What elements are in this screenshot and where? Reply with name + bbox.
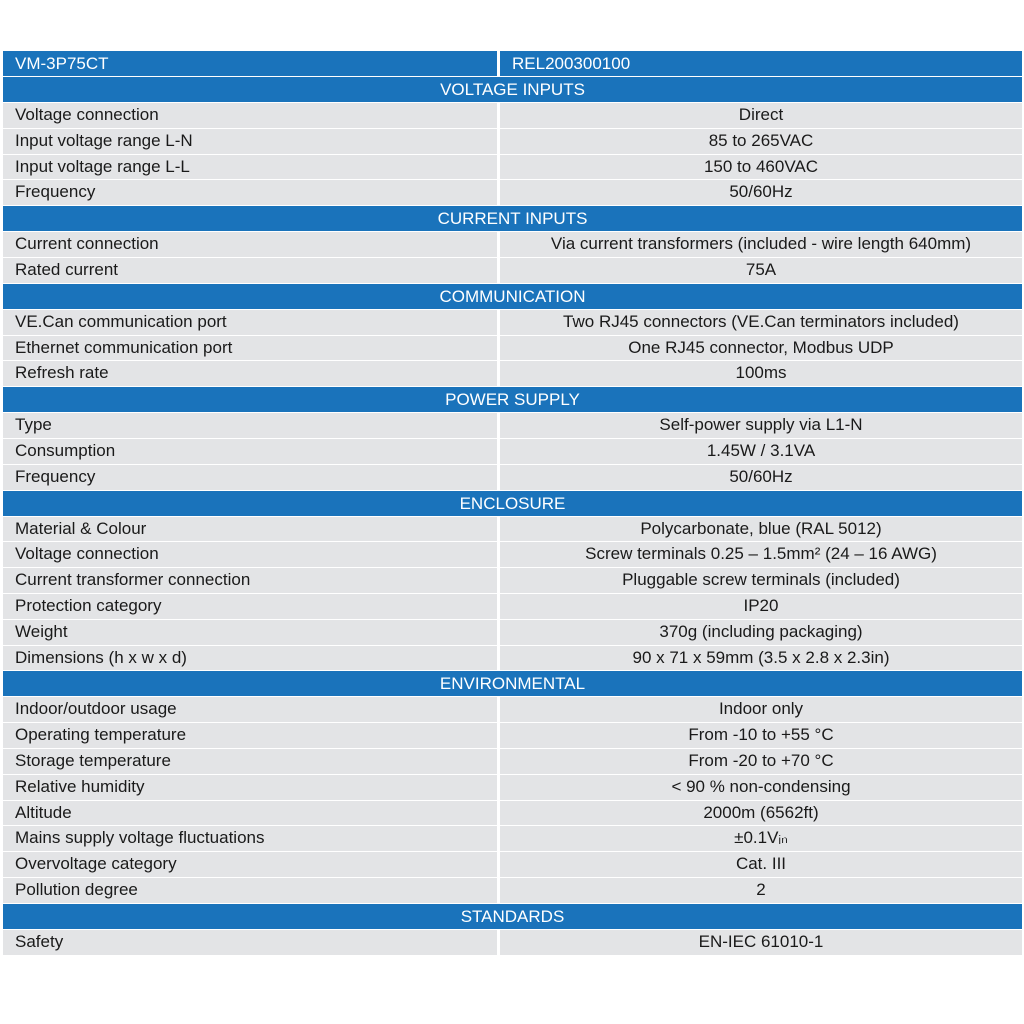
spec-label: VE.Can communication port — [3, 310, 497, 335]
spec-row — [3, 594, 1022, 619]
spec-value: Two RJ45 connectors (VE.Can terminators included) — [500, 310, 1022, 335]
spec-row — [3, 826, 1022, 851]
section-title: STANDARDS — [3, 904, 1022, 929]
spec-label: Refresh rate — [3, 361, 497, 386]
section-title: ENCLOSURE — [3, 491, 1022, 516]
spec-value: 90 x 71 x 59mm (3.5 x 2.8 x 2.3in) — [500, 646, 1022, 671]
spec-value: One RJ45 connector, Modbus UDP — [500, 336, 1022, 361]
spec-label: Overvoltage category — [3, 852, 497, 877]
spec-label: Weight — [3, 620, 497, 645]
spec-value: 2 — [500, 878, 1022, 903]
spec-label: Consumption — [3, 439, 497, 464]
spec-label: Safety — [3, 930, 497, 955]
spec-row — [3, 930, 1022, 955]
spec-value: < 90 % non-condensing — [500, 775, 1022, 800]
spec-label: Operating temperature — [3, 723, 497, 748]
spec-label: Relative humidity — [3, 775, 497, 800]
spec-value: 50/60Hz — [500, 180, 1022, 205]
spec-label: Voltage connection — [3, 542, 497, 567]
part-number: REL200300100 — [512, 54, 631, 73]
spec-value: IP20 — [500, 594, 1022, 619]
section-title: VOLTAGE INPUTS — [3, 77, 1022, 102]
section-title: COMMUNICATION — [3, 284, 1022, 309]
spec-label: Current transformer connection — [3, 568, 497, 593]
spec-row — [3, 180, 1022, 205]
spec-label: Frequency — [3, 180, 497, 205]
spec-label: Protection category — [3, 594, 497, 619]
spec-row — [3, 697, 1022, 722]
spec-row — [3, 646, 1022, 671]
spec-row — [3, 852, 1022, 877]
spec-label: Dimensions (h x w x d) — [3, 646, 497, 671]
spec-row — [3, 801, 1022, 826]
spec-row — [3, 258, 1022, 283]
spec-row — [3, 232, 1022, 257]
spec-row — [3, 155, 1022, 180]
spec-label: Altitude — [3, 801, 497, 826]
spec-label: Input voltage range L-N — [3, 129, 497, 154]
spec-value: 2000m (6562ft) — [500, 801, 1022, 826]
spec-row — [3, 749, 1022, 774]
spec-row — [3, 310, 1022, 335]
spec-value: Screw terminals 0.25 – 1.5mm² (24 – 16 AWG) — [500, 542, 1022, 567]
spec-value: 150 to 460VAC — [500, 155, 1022, 180]
spec-label: Ethernet communication port — [3, 336, 497, 361]
spec-label: Mains supply voltage fluctuations — [3, 826, 497, 851]
spec-row — [3, 413, 1022, 438]
spec-row — [3, 620, 1022, 645]
spec-value: Via current transformers (included - wire length 640mm) — [500, 232, 1022, 257]
spec-label: Pollution degree — [3, 878, 497, 903]
spec-row — [3, 103, 1022, 128]
spec-value: From -20 to +70 °C — [500, 749, 1022, 774]
spec-row — [3, 517, 1022, 542]
spec-label: Type — [3, 413, 497, 438]
spec-value: Direct — [500, 103, 1022, 128]
spec-value: 100ms — [500, 361, 1022, 386]
spec-row — [3, 568, 1022, 593]
spec-value: 85 to 265VAC — [500, 129, 1022, 154]
spec-label: Material & Colour — [3, 517, 497, 542]
spec-label: Rated current — [3, 258, 497, 283]
spec-row — [3, 361, 1022, 386]
spec-label: Input voltage range L-L — [3, 155, 497, 180]
spec-value: Cat. III — [500, 852, 1022, 877]
spec-value: ±0.1Vᵢₙ — [500, 826, 1022, 851]
spec-value: Self-power supply via L1-N — [500, 413, 1022, 438]
spec-row — [3, 129, 1022, 154]
spec-value: Polycarbonate, blue (RAL 5012) — [500, 517, 1022, 542]
spec-row — [3, 542, 1022, 567]
spec-value: Indoor only — [500, 697, 1022, 722]
spec-value: 50/60Hz — [500, 465, 1022, 490]
spec-label: Storage temperature — [3, 749, 497, 774]
spec-value: 370g (including packaging) — [500, 620, 1022, 645]
section-title: ENVIRONMENTAL — [3, 671, 1022, 696]
spec-row — [3, 465, 1022, 490]
spec-label: Current connection — [3, 232, 497, 257]
spec-row — [3, 336, 1022, 361]
model-name: VM-3P75CT — [15, 54, 109, 73]
spec-value: EN-IEC 61010-1 — [500, 930, 1022, 955]
spec-table — [3, 51, 1022, 956]
spec-row — [3, 878, 1022, 903]
section-title: POWER SUPPLY — [3, 387, 1022, 412]
spec-label: Indoor/outdoor usage — [3, 697, 497, 722]
spec-row — [3, 723, 1022, 748]
spec-sections — [3, 77, 1022, 955]
spec-value: 75A — [500, 258, 1022, 283]
spec-value: From -10 to +55 °C — [500, 723, 1022, 748]
spec-label: Voltage connection — [3, 103, 497, 128]
section-title: CURRENT INPUTS — [3, 206, 1022, 231]
spec-value: 1.45W / 3.1VA — [500, 439, 1022, 464]
model-header-row — [3, 51, 1022, 76]
spec-row — [3, 775, 1022, 800]
spec-value: Pluggable screw terminals (included) — [500, 568, 1022, 593]
spec-label: Frequency — [3, 465, 497, 490]
spec-row — [3, 439, 1022, 464]
